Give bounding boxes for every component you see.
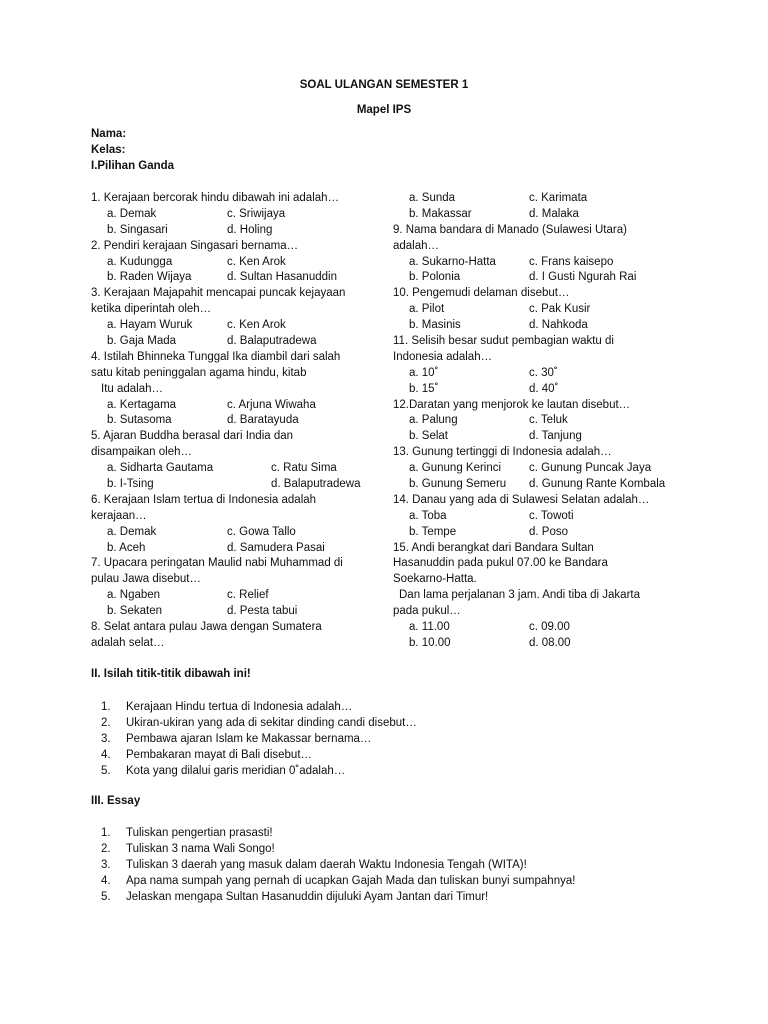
option-row: [393, 620, 683, 636]
answer-option: d. Balaputradewa: [271, 478, 361, 491]
answer-option: d. Holing: [227, 223, 273, 236]
list-item-number: 4.: [101, 874, 111, 887]
section2-title: II. Isilah titik-titik dibawah ini!: [91, 668, 251, 680]
list-item-text: Pembakaran mayat di Bali disebut…: [126, 748, 313, 761]
option-row: [91, 461, 381, 477]
answer-option: c. Arjuna Wiwaha: [227, 398, 316, 411]
option-row: [91, 223, 381, 239]
option-row: [91, 541, 381, 557]
list-item-number: 2.: [101, 842, 111, 855]
option-row: [91, 398, 381, 414]
answer-option: b. Singasari: [107, 223, 168, 236]
answer-option: b. Selat: [409, 430, 448, 443]
answer-option: d. Malaka: [529, 207, 579, 220]
list-item-number: 3.: [101, 858, 111, 871]
subject-title: Mapel IPS: [356, 104, 412, 116]
option-row: [91, 270, 381, 286]
list-item-number: 5.: [101, 764, 111, 777]
answer-option: d. Samudera Pasai: [227, 541, 325, 554]
question-line: 3. Kerajaan Majapahit mencapai puncak kejayaan: [91, 287, 346, 300]
question-line: pulau Jawa disebut…: [91, 573, 201, 586]
answer-option: a. Ngaben: [107, 589, 161, 602]
question-line: 10. Pengemudi delaman disebut…: [393, 287, 570, 300]
answer-option: c. 30˚: [529, 366, 558, 379]
question-line: 2. Pendiri kerajaan Singasari bernama…: [91, 239, 299, 252]
answer-option: c. 09.00: [529, 621, 570, 634]
question-line: 11. Selisih besar sudut pembagian waktu di: [393, 335, 614, 348]
answer-option: b. Sutasoma: [107, 414, 172, 427]
answer-option: c. Ken Arok: [227, 319, 286, 332]
right-question-column: [393, 191, 683, 652]
answer-option: c. Frans kaisepo: [529, 255, 614, 268]
option-row: [91, 588, 381, 604]
answer-option: a. Sunda: [409, 192, 456, 204]
option-row: [393, 636, 683, 652]
option-row: [393, 302, 683, 318]
question-line: satu kitab peninggalan agama hindu, kitab: [91, 366, 307, 379]
answer-option: d. Nahkoda: [529, 319, 588, 332]
list-item-number: 1.: [101, 701, 111, 713]
answer-option: d. Sultan Hasanuddin: [227, 271, 337, 284]
answer-option: b. Makassar: [409, 207, 472, 220]
option-row: [91, 413, 381, 429]
answer-option: b. 15˚: [409, 382, 439, 395]
option-row: [91, 334, 381, 350]
answer-option: b. Tempe: [409, 525, 457, 538]
answer-option: a. Kudungga: [107, 255, 173, 268]
option-row: [393, 366, 683, 382]
nama-label: Nama:: [91, 128, 127, 140]
answer-option: b. Raden Wijaya: [107, 271, 192, 284]
question-line: ketika diperintah oleh…: [91, 303, 212, 316]
answer-option: d. 40˚: [529, 382, 559, 395]
option-row: [393, 382, 683, 398]
option-row: [91, 318, 381, 334]
left-question-column: [91, 191, 381, 652]
answer-option: d. Tanjung: [529, 430, 582, 443]
answer-option: d. Gunung Rante Kombala: [529, 478, 666, 491]
answer-option: b. Masinis: [409, 319, 461, 332]
option-row: [393, 477, 683, 493]
answer-option: b. Aceh: [107, 541, 146, 554]
question-line: 14. Danau yang ada di Sulawesi Selatan adalah…: [393, 493, 650, 506]
list-item-text: Tuliskan 3 daerah yang masuk dalam daerah Waktu Indonesia Tengah (WITA)!: [126, 858, 527, 871]
list-item-number: 4.: [101, 748, 111, 761]
list-item-text: Jelaskan mengapa Sultan Hasanuddin dijuluki Ayam Jantan dari Timur!: [126, 890, 489, 903]
option-row: [91, 525, 381, 541]
option-row: [393, 461, 683, 477]
answer-option: c. Pak Kusir: [529, 303, 591, 316]
answer-option: a. 10˚: [409, 366, 439, 379]
list-item-number: 2.: [101, 716, 111, 729]
answer-option: c. Karimata: [529, 192, 588, 204]
question-line: adalah selat…: [91, 636, 165, 649]
list-item-text: Kota yang dilalui garis meridian 0˚adalah…: [126, 764, 346, 777]
list-item-text: Tuliskan pengertian prasasti!: [126, 827, 273, 839]
section3-title: III. Essay: [91, 795, 141, 807]
question-line: adalah…: [393, 239, 440, 252]
answer-option: d. Balaputradewa: [227, 335, 317, 348]
option-row: [393, 318, 683, 334]
answer-option: c. Towoti: [529, 509, 574, 522]
answer-option: d. Poso: [529, 525, 568, 538]
answer-option: c. Relief: [227, 589, 269, 602]
list-item-text: Kerajaan Hindu tertua di Indonesia adalah…: [126, 701, 353, 713]
option-row: [393, 509, 683, 525]
answer-option: b. I-Tsing: [107, 478, 154, 491]
section1-title: I.Pilihan Ganda: [91, 160, 175, 172]
answer-option: a. 11.00: [409, 621, 450, 634]
option-row: [393, 413, 683, 429]
option-row: [393, 191, 683, 207]
question-line: 13. Gunung tertinggi di Indonesia adalah…: [393, 446, 612, 459]
option-row: [393, 429, 683, 445]
answer-option: a. Toba: [409, 509, 447, 522]
answer-option: a. Pilot: [409, 303, 445, 316]
answer-option: a. Palung: [409, 414, 458, 427]
answer-option: c. Teluk: [529, 414, 568, 427]
question-line: Indonesia adalah…: [393, 350, 493, 363]
answer-option: c. Ken Arok: [227, 255, 286, 268]
answer-option: a. Sidharta Gautama: [107, 462, 214, 475]
answer-option: a. Sukarno-Hatta: [409, 255, 496, 268]
list-item-number: 1.: [101, 827, 111, 839]
question-line: 4. Istilah Bhinneka Tunggal Ika diambil dari salah: [91, 350, 341, 363]
answer-option: b. Polonia: [409, 271, 461, 284]
answer-option: c. Gowa Tallo: [227, 525, 296, 538]
answer-option: d. I Gusti Ngurah Rai: [529, 271, 637, 284]
option-row: [393, 525, 683, 541]
answer-option: d. Pesta tabui: [227, 605, 298, 618]
answer-option: d. Baratayuda: [227, 414, 299, 427]
answer-option: a. Demak: [107, 207, 157, 220]
option-row: [393, 270, 683, 286]
question-line: Hasanuddin pada pukul 07.00 ke Bandara: [393, 557, 608, 570]
answer-option: a. Demak: [107, 525, 157, 538]
answer-option: b. Gaja Mada: [107, 335, 177, 348]
question-line: kerajaan…: [91, 509, 147, 522]
option-row: [91, 207, 381, 223]
list-item-text: Pembawa ajaran Islam ke Makassar bernama…: [126, 732, 372, 745]
question-line: pada pukul…: [393, 605, 461, 618]
question-line: 6. Kerajaan Islam tertua di Indonesia adalah: [91, 493, 317, 506]
answer-option: c. Sriwijaya: [227, 207, 286, 220]
list-item-number: 5.: [101, 890, 111, 903]
question-line: disampaikan oleh…: [91, 446, 193, 459]
list-item-text: Ukiran-ukiran yang ada di sekitar dinding candi disebut…: [126, 716, 417, 729]
exam-title: SOAL ULANGAN SEMESTER 1: [299, 79, 469, 91]
answer-option: a. Hayam Wuruk: [107, 319, 193, 332]
answer-option: b. 10.00: [409, 636, 451, 649]
answer-option: d. 08.00: [529, 636, 571, 649]
question-line: Dan lama perjalanan 3 jam. Andi tiba di Jakarta: [399, 589, 641, 602]
question-line: 9. Nama bandara di Manado (Sulawesi Utara): [393, 223, 627, 236]
answer-option: b. Sekaten: [107, 605, 162, 618]
option-row: [91, 255, 381, 271]
option-row: [91, 477, 381, 493]
kelas-label: Kelas:: [91, 144, 126, 156]
answer-option: c. Gunung Puncak Jaya: [529, 462, 652, 475]
question-line: Soekarno-Hatta.: [393, 573, 477, 586]
question-line: 15. Andi berangkat dari Bandara Sultan: [393, 541, 594, 554]
answer-option: a. Kertagama: [107, 398, 177, 411]
question-line: 1. Kerajaan bercorak hindu dibawah ini adalah…: [91, 192, 340, 204]
list-item-text: Tuliskan 3 nama Wali Songo!: [126, 842, 275, 855]
answer-option: a. Gunung Kerinci: [409, 462, 502, 475]
answer-option: b. Gunung Semeru: [409, 478, 507, 491]
question-line: Itu adalah…: [101, 382, 164, 395]
list-item-number: 3.: [101, 732, 111, 745]
question-line: 12.Daratan yang menjorok ke lautan disebut…: [393, 398, 631, 411]
question-line: 7. Upacara peringatan Maulid nabi Muhammad di: [91, 557, 343, 570]
option-row: [91, 604, 381, 620]
option-row: [393, 255, 683, 271]
answer-option: c. Ratu Sima: [271, 462, 337, 475]
list-item-text: Apa nama sumpah yang pernah di ucapkan Gajah Mada dan tuliskan bunyi sumpahnya!: [126, 874, 576, 887]
question-line: 8. Selat antara pulau Jawa dengan Sumatera: [91, 621, 322, 634]
option-row: [393, 207, 683, 223]
question-line: 5. Ajaran Buddha berasal dari India dan: [91, 430, 294, 443]
